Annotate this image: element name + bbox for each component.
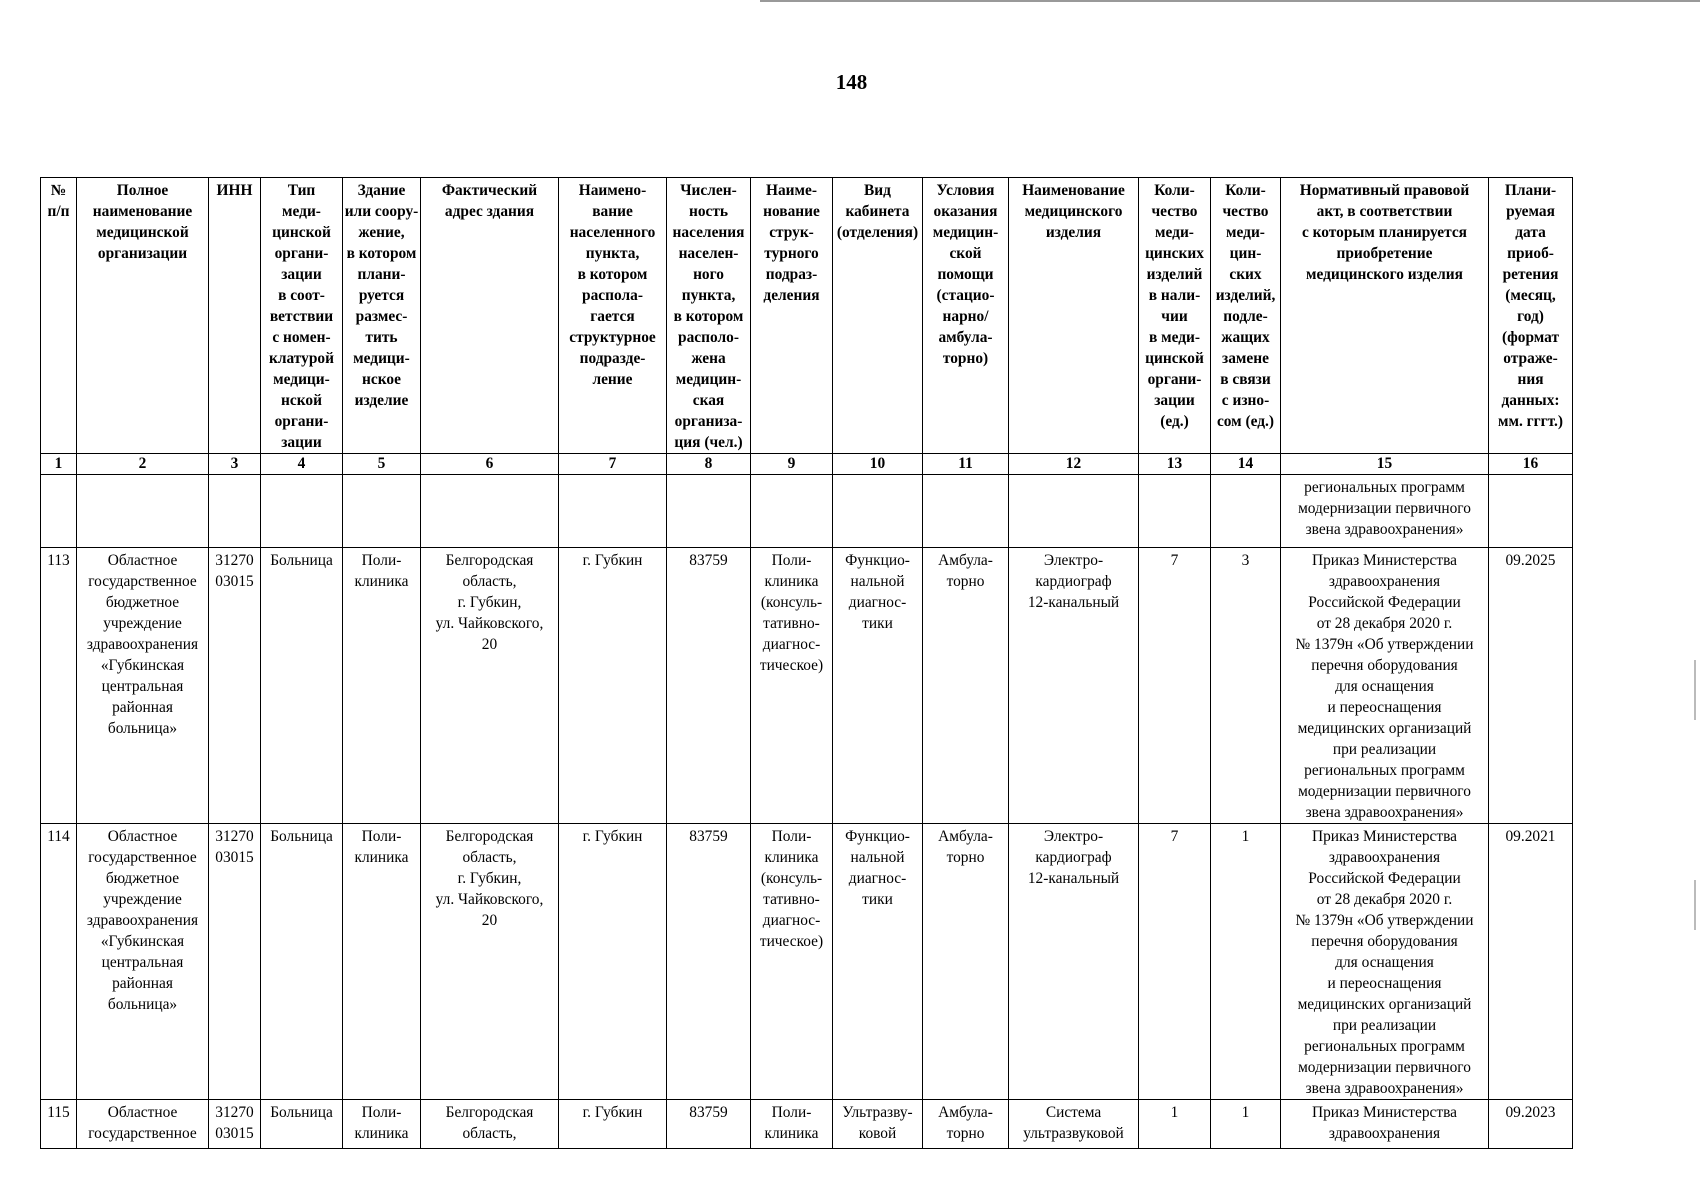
- column-number-row: [41, 454, 1573, 475]
- qty-available: 7: [1139, 824, 1211, 1100]
- locality: г. Губкин: [559, 548, 667, 824]
- page-number: 148: [835, 70, 868, 94]
- row-number: 114: [41, 824, 77, 1100]
- header-cell: Нормативный правовой акт, в соответствии с которым планируется приобретение медицинского изделия: [1281, 178, 1489, 454]
- header-cell: № п/п: [41, 178, 77, 454]
- building: Поли- клиника: [343, 824, 421, 1100]
- inn: 31270 03015: [209, 1100, 261, 1149]
- empty-cell: [1211, 475, 1281, 548]
- row-number: 113: [41, 548, 77, 824]
- page-top-rule: [760, 0, 1700, 2]
- empty-cell: [1009, 475, 1139, 548]
- unit-name: Поли- клиника (консуль- тативно- диагнос- тическое): [751, 548, 833, 824]
- device-name: Электро- кардиограф 12-канальный: [1009, 824, 1139, 1100]
- qty-to-replace: 1: [1211, 1100, 1281, 1149]
- org-name: Областное государственное: [77, 1100, 209, 1149]
- header-cell: Условия оказания медицин- ской помощи (стацио- нарно/ амбула- торно): [923, 178, 1009, 454]
- header-cell: Тип меди- цинской органи- зации в соот- ветствии с номен- клатурой медици- нской органи- зации: [261, 178, 343, 454]
- purchase-date: 09.2025: [1489, 548, 1573, 824]
- building: Поли- клиника: [343, 548, 421, 824]
- header-cell: Вид кабинета (отделения): [833, 178, 923, 454]
- table-row: [41, 1100, 1573, 1149]
- column-number: 12: [1009, 454, 1139, 475]
- empty-cell: [1489, 475, 1573, 548]
- address: Белгородская область, г. Губкин, ул. Чайковского, 20: [421, 548, 559, 824]
- header-cell: Полное наименование медицинской организации: [77, 178, 209, 454]
- device-name: Электро- кардиограф 12-канальный: [1009, 548, 1139, 824]
- column-number: 11: [923, 454, 1009, 475]
- column-number: 2: [77, 454, 209, 475]
- header-cell: ИНН: [209, 178, 261, 454]
- care-conditions: Амбула- торно: [923, 1100, 1009, 1149]
- empty-cell: [923, 475, 1009, 548]
- empty-cell: [833, 475, 923, 548]
- empty-cell: [41, 475, 77, 548]
- population: 83759: [667, 1100, 751, 1149]
- empty-cell: [261, 475, 343, 548]
- cabinet-type: Функцио- нальной диагнос- тики: [833, 824, 923, 1100]
- address: Белгородская область,: [421, 1100, 559, 1149]
- column-number: 14: [1211, 454, 1281, 475]
- address: Белгородская область, г. Губкин, ул. Чайковского, 20: [421, 824, 559, 1100]
- table-row: [41, 548, 1573, 824]
- empty-cell: [667, 475, 751, 548]
- header-cell: Наиме- нование струк- турного подраз- деления: [751, 178, 833, 454]
- population: 83759: [667, 824, 751, 1100]
- table-row: [41, 824, 1573, 1100]
- column-number: 3: [209, 454, 261, 475]
- care-conditions: Амбула- торно: [923, 824, 1009, 1100]
- header-cell: Наименование медицинского изделия: [1009, 178, 1139, 454]
- column-number: 4: [261, 454, 343, 475]
- purchase-date: 09.2023: [1489, 1100, 1573, 1149]
- empty-cell: [421, 475, 559, 548]
- empty-cell: [209, 475, 261, 548]
- empty-cell: [77, 475, 209, 548]
- header-cell: Числен- ность населения населен- ного пункта, в котором располо- жена медицин- ская организа- ция (чел.): [667, 178, 751, 454]
- org-type: Больница: [261, 824, 343, 1100]
- continuation-row: [41, 475, 1573, 548]
- qty-to-replace: 3: [1211, 548, 1281, 824]
- column-number: 6: [421, 454, 559, 475]
- header-cell: Плани- руемая дата приоб- ретения (месяц, год) (формат отраже- ния данных: мм. гггт.): [1489, 178, 1573, 454]
- table-header-row: [41, 178, 1573, 454]
- org-type: Больница: [261, 1100, 343, 1149]
- column-number: 16: [1489, 454, 1573, 475]
- cabinet-type: Функцио- нальной диагнос- тики: [833, 548, 923, 824]
- header-cell: Наимено- вание населенного пункта, в котором распола- гается структурное подразде- ление: [559, 178, 667, 454]
- inn: 31270 03015: [209, 548, 261, 824]
- inn: 31270 03015: [209, 824, 261, 1100]
- locality: г. Губкин: [559, 824, 667, 1100]
- column-number: 7: [559, 454, 667, 475]
- unit-name: Поли- клиника (консуль- тативно- диагнос- тическое): [751, 824, 833, 1100]
- header-cell: Коли- чество меди- цин- ских изделий, подле- жащих замене в связи с изно- сом (ед.): [1211, 178, 1281, 454]
- scan-edge-mark: [1694, 880, 1696, 930]
- qty-available: 1: [1139, 1100, 1211, 1149]
- locality: г. Губкин: [559, 1100, 667, 1149]
- purchase-date: 09.2021: [1489, 824, 1573, 1100]
- header-cell: Фактический адрес здания: [421, 178, 559, 454]
- column-number: 15: [1281, 454, 1489, 475]
- org-name: Областное государственное бюджетное учреждение здравоохранения «Губкинская центральная районная больница»: [77, 548, 209, 824]
- continuation-act-text: региональных программ модернизации первичного звена здравоохранения»: [1281, 475, 1489, 548]
- column-number: 5: [343, 454, 421, 475]
- device-name: Система ультразвуковой: [1009, 1100, 1139, 1149]
- org-type: Больница: [261, 548, 343, 824]
- equipment-table: [40, 177, 1573, 1149]
- care-conditions: Амбула- торно: [923, 548, 1009, 824]
- legal-act: Приказ Министерства здравоохранения Российской Федерации от 28 декабря 2020 г. № 1379н «Об утверждении перечня оборудования для оснащения и переоснащения медицинских организаций при реализации региональных программ модернизации первичного звена здравоохранения»: [1281, 824, 1489, 1100]
- cabinet-type: Ультразву- ковой: [833, 1100, 923, 1149]
- header-cell: Здание или соору- жение, в котором плани- руется размес- тить медици- нское изделие: [343, 178, 421, 454]
- empty-cell: [1139, 475, 1211, 548]
- qty-available: 7: [1139, 548, 1211, 824]
- unit-name: Поли- клиника: [751, 1100, 833, 1149]
- empty-cell: [559, 475, 667, 548]
- org-name: Областное государственное бюджетное учреждение здравоохранения «Губкинская центральная районная больница»: [77, 824, 209, 1100]
- column-number: 13: [1139, 454, 1211, 475]
- column-number: 10: [833, 454, 923, 475]
- empty-cell: [343, 475, 421, 548]
- building: Поли- клиника: [343, 1100, 421, 1149]
- column-number: 1: [41, 454, 77, 475]
- scan-edge-mark: [1694, 660, 1696, 720]
- legal-act: Приказ Министерства здравоохранения: [1281, 1100, 1489, 1149]
- legal-act: Приказ Министерства здравоохранения Российской Федерации от 28 декабря 2020 г. № 1379н «Об утверждении перечня оборудования для оснащения и переоснащения медицинских организаций при реализации региональных программ модернизации первичного звена здравоохранения»: [1281, 548, 1489, 824]
- column-number: 9: [751, 454, 833, 475]
- empty-cell: [751, 475, 833, 548]
- population: 83759: [667, 548, 751, 824]
- column-number: 8: [667, 454, 751, 475]
- row-number: 115: [41, 1100, 77, 1149]
- qty-to-replace: 1: [1211, 824, 1281, 1100]
- header-cell: Коли- чество меди- цинских изделий в нали- чии в меди- цинской органи- зации (ед.): [1139, 178, 1211, 454]
